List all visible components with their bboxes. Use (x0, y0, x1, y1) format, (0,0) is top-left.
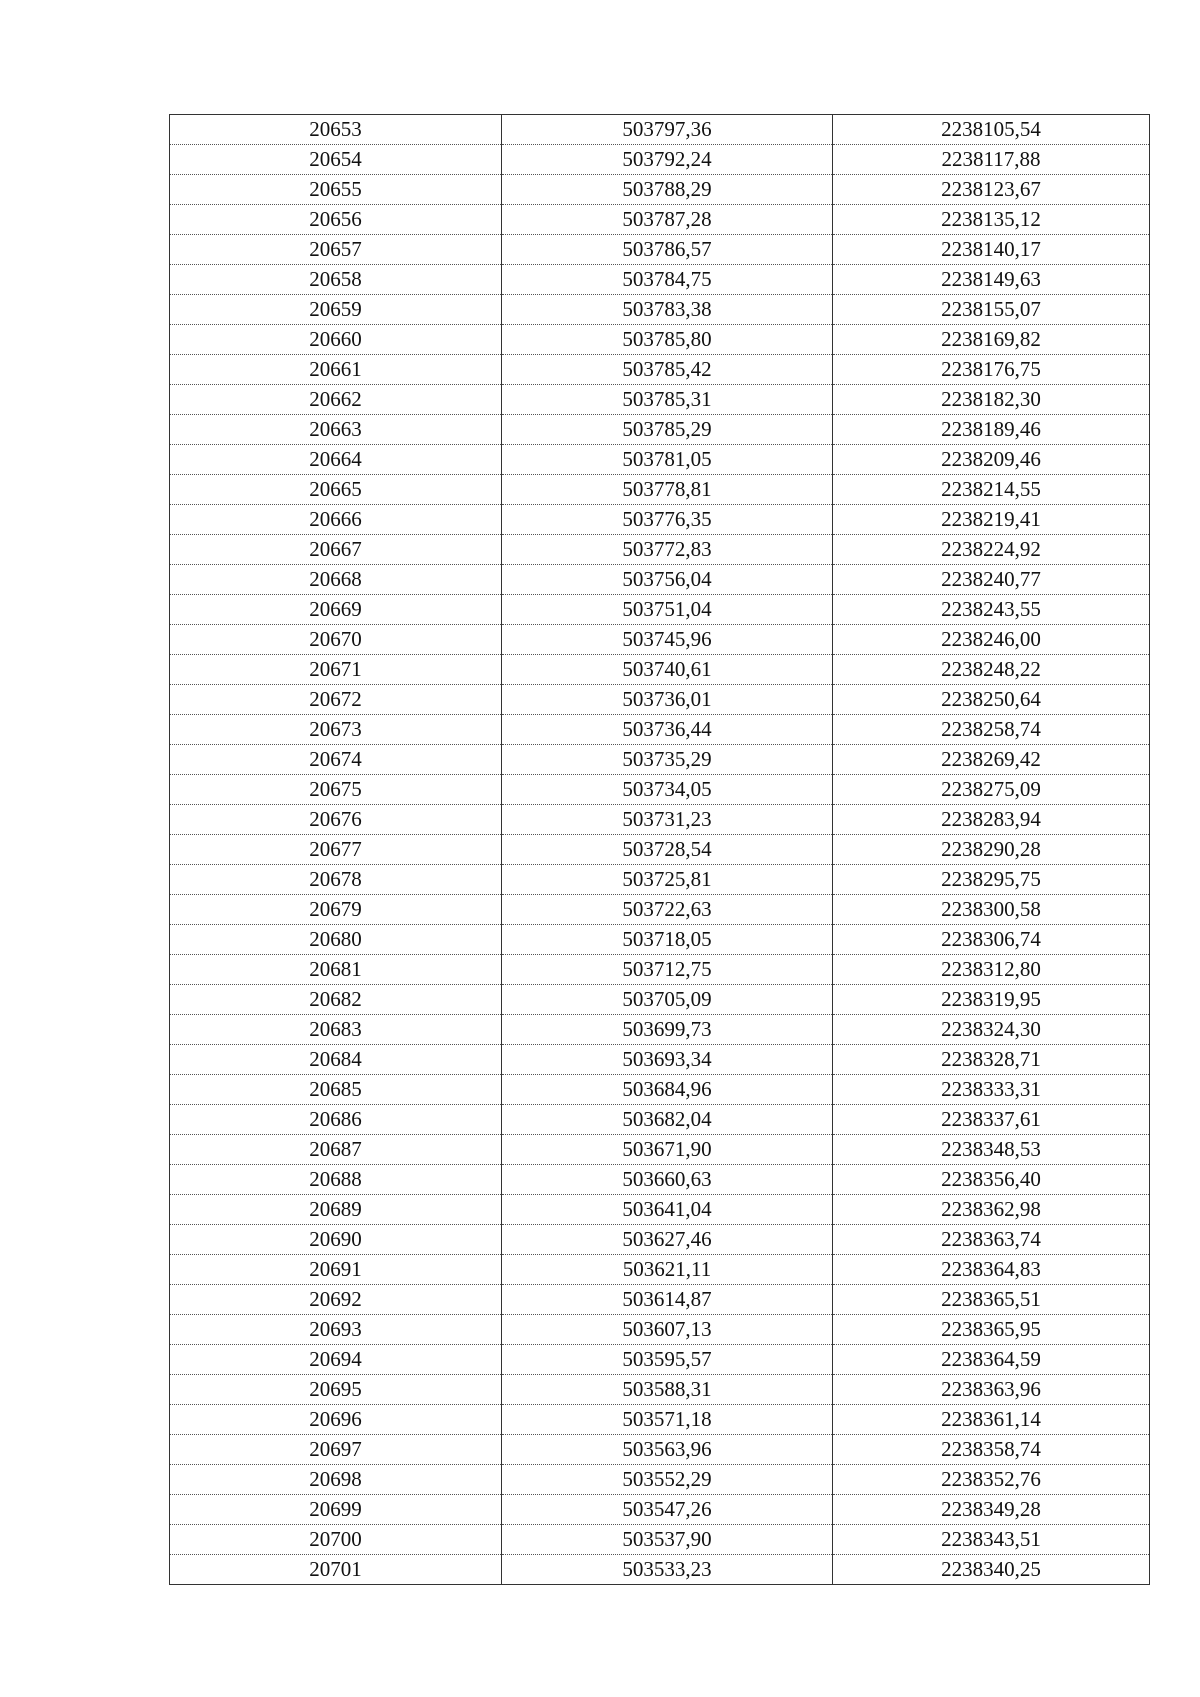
table-row (170, 235, 1150, 265)
coordinates-table (169, 114, 1150, 1585)
x-coordinate-cell: 503756,04 (502, 565, 833, 595)
y-coordinate-cell: 2238283,94 (833, 805, 1150, 835)
y-coordinate-cell: 2238358,74 (833, 1435, 1150, 1465)
point-number-cell: 20655 (170, 175, 502, 205)
x-coordinate-cell: 503792,24 (502, 145, 833, 175)
point-number-cell: 20668 (170, 565, 502, 595)
point-number-cell: 20689 (170, 1195, 502, 1225)
point-number-cell: 20695 (170, 1375, 502, 1405)
x-coordinate-cell: 503607,13 (502, 1315, 833, 1345)
x-coordinate-cell: 503614,87 (502, 1285, 833, 1315)
point-number-cell: 20662 (170, 385, 502, 415)
point-number-cell: 20678 (170, 865, 502, 895)
x-coordinate-cell: 503735,29 (502, 745, 833, 775)
point-number-cell: 20660 (170, 325, 502, 355)
y-coordinate-cell: 2238362,98 (833, 1195, 1150, 1225)
x-coordinate-cell: 503740,61 (502, 655, 833, 685)
table-row (170, 1525, 1150, 1555)
table-row (170, 475, 1150, 505)
y-coordinate-cell: 2238155,07 (833, 295, 1150, 325)
point-number-cell: 20697 (170, 1435, 502, 1465)
y-coordinate-cell: 2238363,74 (833, 1225, 1150, 1255)
table-row (170, 1345, 1150, 1375)
y-coordinate-cell: 2238135,12 (833, 205, 1150, 235)
table-row (170, 325, 1150, 355)
coordinates-table-body (170, 115, 1150, 1585)
table-row (170, 895, 1150, 925)
x-coordinate-cell: 503736,01 (502, 685, 833, 715)
x-coordinate-cell: 503785,29 (502, 415, 833, 445)
y-coordinate-cell: 2238352,76 (833, 1465, 1150, 1495)
x-coordinate-cell: 503571,18 (502, 1405, 833, 1435)
table-row (170, 1435, 1150, 1465)
point-number-cell: 20692 (170, 1285, 502, 1315)
x-coordinate-cell: 503787,28 (502, 205, 833, 235)
table-row (170, 1135, 1150, 1165)
table-row (170, 925, 1150, 955)
x-coordinate-cell: 503537,90 (502, 1525, 833, 1555)
point-number-cell: 20670 (170, 625, 502, 655)
y-coordinate-cell: 2238117,88 (833, 145, 1150, 175)
x-coordinate-cell: 503785,80 (502, 325, 833, 355)
x-coordinate-cell: 503588,31 (502, 1375, 833, 1405)
x-coordinate-cell: 503712,75 (502, 955, 833, 985)
point-number-cell: 20681 (170, 955, 502, 985)
table-row (170, 1495, 1150, 1525)
x-coordinate-cell: 503621,11 (502, 1255, 833, 1285)
x-coordinate-cell: 503781,05 (502, 445, 833, 475)
x-coordinate-cell: 503660,63 (502, 1165, 833, 1195)
y-coordinate-cell: 2238240,77 (833, 565, 1150, 595)
table-row (170, 1165, 1150, 1195)
x-coordinate-cell: 503641,04 (502, 1195, 833, 1225)
x-coordinate-cell: 503671,90 (502, 1135, 833, 1165)
y-coordinate-cell: 2238363,96 (833, 1375, 1150, 1405)
y-coordinate-cell: 2238123,67 (833, 175, 1150, 205)
table-row (170, 145, 1150, 175)
y-coordinate-cell: 2238275,09 (833, 775, 1150, 805)
y-coordinate-cell: 2238364,83 (833, 1255, 1150, 1285)
x-coordinate-cell: 503736,44 (502, 715, 833, 745)
y-coordinate-cell: 2238140,17 (833, 235, 1150, 265)
x-coordinate-cell: 503772,83 (502, 535, 833, 565)
y-coordinate-cell: 2238319,95 (833, 985, 1150, 1015)
y-coordinate-cell: 2238182,30 (833, 385, 1150, 415)
y-coordinate-cell: 2238105,54 (833, 115, 1150, 145)
point-number-cell: 20659 (170, 295, 502, 325)
table-row (170, 1315, 1150, 1345)
table-row (170, 625, 1150, 655)
point-number-cell: 20684 (170, 1045, 502, 1075)
table-row (170, 205, 1150, 235)
table-row (170, 1405, 1150, 1435)
x-coordinate-cell: 503725,81 (502, 865, 833, 895)
point-number-cell: 20701 (170, 1555, 502, 1585)
table-row (170, 1285, 1150, 1315)
table-row (170, 1465, 1150, 1495)
table-row (170, 685, 1150, 715)
point-number-cell: 20694 (170, 1345, 502, 1375)
x-coordinate-cell: 503778,81 (502, 475, 833, 505)
y-coordinate-cell: 2238214,55 (833, 475, 1150, 505)
table-row (170, 565, 1150, 595)
point-number-cell: 20656 (170, 205, 502, 235)
point-number-cell: 20679 (170, 895, 502, 925)
table-row (170, 805, 1150, 835)
x-coordinate-cell: 503786,57 (502, 235, 833, 265)
table-row (170, 655, 1150, 685)
y-coordinate-cell: 2238300,58 (833, 895, 1150, 925)
point-number-cell: 20676 (170, 805, 502, 835)
point-number-cell: 20671 (170, 655, 502, 685)
x-coordinate-cell: 503722,63 (502, 895, 833, 925)
table-row (170, 355, 1150, 385)
y-coordinate-cell: 2238348,53 (833, 1135, 1150, 1165)
x-coordinate-cell: 503788,29 (502, 175, 833, 205)
point-number-cell: 20699 (170, 1495, 502, 1525)
point-number-cell: 20688 (170, 1165, 502, 1195)
x-coordinate-cell: 503682,04 (502, 1105, 833, 1135)
y-coordinate-cell: 2238169,82 (833, 325, 1150, 355)
y-coordinate-cell: 2238364,59 (833, 1345, 1150, 1375)
point-number-cell: 20653 (170, 115, 502, 145)
x-coordinate-cell: 503563,96 (502, 1435, 833, 1465)
y-coordinate-cell: 2238290,28 (833, 835, 1150, 865)
x-coordinate-cell: 503547,26 (502, 1495, 833, 1525)
x-coordinate-cell: 503699,73 (502, 1015, 833, 1045)
x-coordinate-cell: 503684,96 (502, 1075, 833, 1105)
y-coordinate-cell: 2238333,31 (833, 1075, 1150, 1105)
y-coordinate-cell: 2238361,14 (833, 1405, 1150, 1435)
x-coordinate-cell: 503731,23 (502, 805, 833, 835)
x-coordinate-cell: 503751,04 (502, 595, 833, 625)
y-coordinate-cell: 2238365,95 (833, 1315, 1150, 1345)
y-coordinate-cell: 2238243,55 (833, 595, 1150, 625)
y-coordinate-cell: 2238248,22 (833, 655, 1150, 685)
y-coordinate-cell: 2238295,75 (833, 865, 1150, 895)
table-row (170, 295, 1150, 325)
y-coordinate-cell: 2238328,71 (833, 1045, 1150, 1075)
x-coordinate-cell: 503705,09 (502, 985, 833, 1015)
x-coordinate-cell: 503785,42 (502, 355, 833, 385)
y-coordinate-cell: 2238306,74 (833, 925, 1150, 955)
y-coordinate-cell: 2238246,00 (833, 625, 1150, 655)
x-coordinate-cell: 503552,29 (502, 1465, 833, 1495)
y-coordinate-cell: 2238209,46 (833, 445, 1150, 475)
table-row (170, 1075, 1150, 1105)
x-coordinate-cell: 503776,35 (502, 505, 833, 535)
x-coordinate-cell: 503627,46 (502, 1225, 833, 1255)
x-coordinate-cell: 503728,54 (502, 835, 833, 865)
point-number-cell: 20658 (170, 265, 502, 295)
table-row (170, 1225, 1150, 1255)
x-coordinate-cell: 503785,31 (502, 385, 833, 415)
table-row (170, 1195, 1150, 1225)
table-row (170, 415, 1150, 445)
y-coordinate-cell: 2238365,51 (833, 1285, 1150, 1315)
table-row (170, 955, 1150, 985)
point-number-cell: 20691 (170, 1255, 502, 1285)
x-coordinate-cell: 503734,05 (502, 775, 833, 805)
point-number-cell: 20669 (170, 595, 502, 625)
point-number-cell: 20663 (170, 415, 502, 445)
point-number-cell: 20682 (170, 985, 502, 1015)
point-number-cell: 20696 (170, 1405, 502, 1435)
y-coordinate-cell: 2238224,92 (833, 535, 1150, 565)
table-row (170, 865, 1150, 895)
table-row (170, 265, 1150, 295)
table-row (170, 775, 1150, 805)
y-coordinate-cell: 2238312,80 (833, 955, 1150, 985)
table-row (170, 505, 1150, 535)
table-row (170, 715, 1150, 745)
y-coordinate-cell: 2238189,46 (833, 415, 1150, 445)
point-number-cell: 20665 (170, 475, 502, 505)
point-number-cell: 20677 (170, 835, 502, 865)
point-number-cell: 20698 (170, 1465, 502, 1495)
table-row (170, 115, 1150, 145)
table-row (170, 1255, 1150, 1285)
point-number-cell: 20690 (170, 1225, 502, 1255)
table-row (170, 745, 1150, 775)
table-row (170, 595, 1150, 625)
point-number-cell: 20693 (170, 1315, 502, 1345)
point-number-cell: 20666 (170, 505, 502, 535)
table-row (170, 445, 1150, 475)
point-number-cell: 20700 (170, 1525, 502, 1555)
x-coordinate-cell: 503693,34 (502, 1045, 833, 1075)
point-number-cell: 20685 (170, 1075, 502, 1105)
table-row (170, 1015, 1150, 1045)
x-coordinate-cell: 503595,57 (502, 1345, 833, 1375)
y-coordinate-cell: 2238337,61 (833, 1105, 1150, 1135)
point-number-cell: 20687 (170, 1135, 502, 1165)
table-row (170, 1105, 1150, 1135)
point-number-cell: 20683 (170, 1015, 502, 1045)
table-row (170, 385, 1150, 415)
y-coordinate-cell: 2238324,30 (833, 1015, 1150, 1045)
table-row (170, 1045, 1150, 1075)
table-row (170, 175, 1150, 205)
point-number-cell: 20686 (170, 1105, 502, 1135)
x-coordinate-cell: 503745,96 (502, 625, 833, 655)
table-row (170, 835, 1150, 865)
y-coordinate-cell: 2238356,40 (833, 1165, 1150, 1195)
point-number-cell: 20672 (170, 685, 502, 715)
table-row (170, 1375, 1150, 1405)
table-row (170, 985, 1150, 1015)
y-coordinate-cell: 2238149,63 (833, 265, 1150, 295)
y-coordinate-cell: 2238343,51 (833, 1525, 1150, 1555)
point-number-cell: 20657 (170, 235, 502, 265)
x-coordinate-cell: 503783,38 (502, 295, 833, 325)
point-number-cell: 20654 (170, 145, 502, 175)
y-coordinate-cell: 2238176,75 (833, 355, 1150, 385)
point-number-cell: 20664 (170, 445, 502, 475)
x-coordinate-cell: 503718,05 (502, 925, 833, 955)
x-coordinate-cell: 503533,23 (502, 1555, 833, 1585)
y-coordinate-cell: 2238250,64 (833, 685, 1150, 715)
table-row (170, 535, 1150, 565)
y-coordinate-cell: 2238258,74 (833, 715, 1150, 745)
point-number-cell: 20680 (170, 925, 502, 955)
y-coordinate-cell: 2238219,41 (833, 505, 1150, 535)
point-number-cell: 20667 (170, 535, 502, 565)
point-number-cell: 20673 (170, 715, 502, 745)
point-number-cell: 20661 (170, 355, 502, 385)
table-row (170, 1555, 1150, 1585)
y-coordinate-cell: 2238269,42 (833, 745, 1150, 775)
x-coordinate-cell: 503797,36 (502, 115, 833, 145)
y-coordinate-cell: 2238340,25 (833, 1555, 1150, 1585)
y-coordinate-cell: 2238349,28 (833, 1495, 1150, 1525)
point-number-cell: 20675 (170, 775, 502, 805)
x-coordinate-cell: 503784,75 (502, 265, 833, 295)
point-number-cell: 20674 (170, 745, 502, 775)
